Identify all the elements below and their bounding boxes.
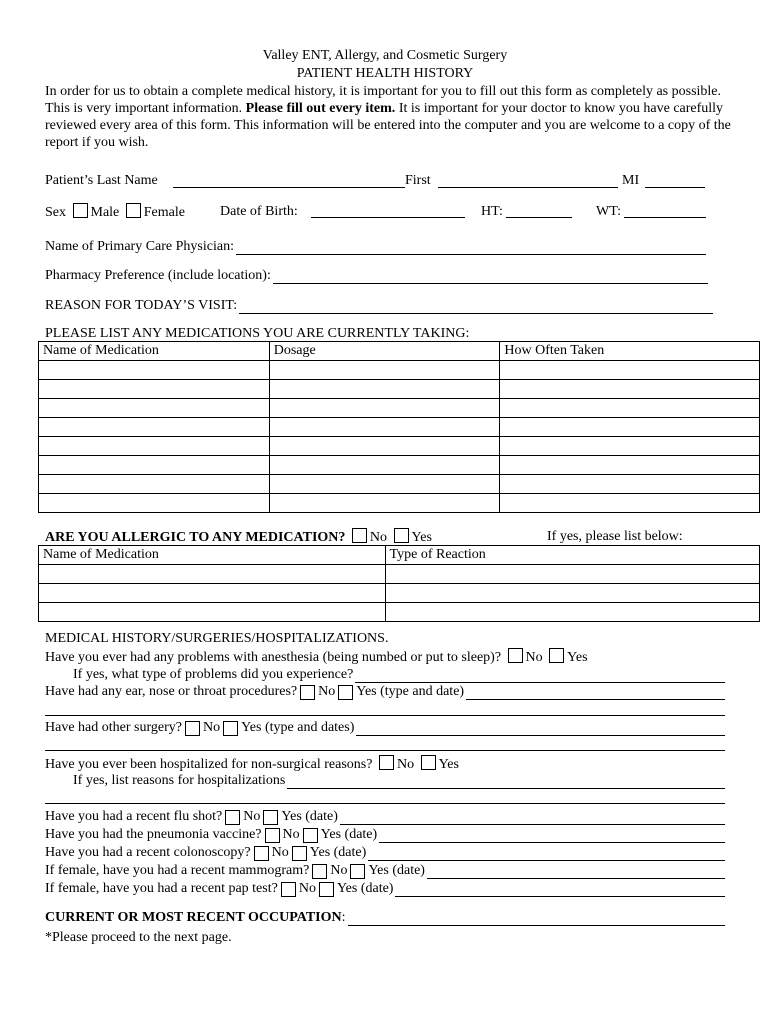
ent-details-line-2[interactable]: [45, 715, 725, 716]
pneumonia-yes-checkbox[interactable]: [303, 828, 318, 843]
ent-question: Have had any ear, nose or throat procedures?: [45, 684, 298, 699]
anesthesia-row: [45, 648, 588, 666]
allergy-yes-label: Yes: [411, 530, 432, 545]
table-row[interactable]: [39, 437, 760, 456]
allergy-row: [45, 528, 432, 546]
height-field[interactable]: [506, 217, 572, 218]
flu-yes-label: Yes (date): [281, 809, 338, 824]
col-reaction-type: Type of Reaction: [385, 546, 759, 565]
occupation-colon: :: [341, 910, 346, 925]
pap-no-label: No: [298, 881, 316, 896]
surgery-details-field[interactable]: [356, 722, 725, 736]
col-medication-name: Name of Medication: [39, 342, 270, 361]
pap-date-field[interactable]: [395, 883, 725, 897]
table-header-row: [39, 546, 760, 565]
hospitalized-no-checkbox[interactable]: [379, 755, 394, 770]
hospitalized-row: [45, 755, 459, 773]
mi-field[interactable]: [645, 187, 705, 188]
table-row[interactable]: [39, 603, 760, 622]
ent-no-checkbox[interactable]: [300, 685, 315, 700]
surgery-no-checkbox[interactable]: [185, 721, 200, 736]
allergy-no-checkbox[interactable]: [352, 528, 367, 543]
flu-question: Have you had a recent flu shot?: [45, 809, 223, 824]
next-page-note: *Please proceed to the next page.: [45, 930, 232, 945]
allergy-no-label: No: [369, 530, 388, 545]
mammogram-no-checkbox[interactable]: [312, 864, 327, 879]
hospitalization-reasons-field[interactable]: [287, 775, 725, 789]
flu-row: [45, 808, 725, 825]
occupation-field[interactable]: [348, 912, 725, 926]
form-title: PATIENT HEALTH HISTORY: [296, 66, 474, 81]
hospitalized-yes-checkbox[interactable]: [421, 755, 436, 770]
colonoscopy-yes-checkbox[interactable]: [292, 846, 307, 861]
flu-yes-checkbox[interactable]: [263, 810, 278, 825]
pneumonia-row: [45, 826, 725, 843]
surgery-details-line-2[interactable]: [45, 750, 725, 751]
table-row[interactable]: [39, 475, 760, 494]
pcp-field[interactable]: [236, 241, 706, 255]
surgery-yes-label: Yes (type and dates): [241, 720, 355, 735]
anesthesia-question: Have you ever had any problems with anesthesia (being numbed or put to sleep)?: [45, 650, 502, 665]
allergy-question: ARE YOU ALLERGIC TO ANY MEDICATION?: [45, 530, 346, 545]
table-row[interactable]: [39, 361, 760, 380]
hospitalization-reasons-row: [73, 772, 725, 789]
table-row[interactable]: [39, 380, 760, 399]
col-how-often: How Often Taken: [500, 342, 760, 361]
ent-yes-checkbox[interactable]: [338, 685, 353, 700]
hospitalized-question: Have you ever been hospitalized for non-surgical reasons?: [45, 757, 373, 772]
table-row[interactable]: [39, 494, 760, 513]
pap-no-checkbox[interactable]: [281, 882, 296, 897]
pcp-label: Name of Primary Care Physician:: [45, 239, 234, 254]
pap-question: If female, have you had a recent pap test?: [45, 881, 278, 896]
ent-no-label: No: [318, 684, 336, 699]
flu-no-label: No: [243, 809, 261, 824]
ent-yes-label: Yes (type and date): [356, 684, 465, 699]
intro-text-a: In order for us to obtain a complete medical history, it is important for you to fill out this form as completely as possible. This is very important information.: [45, 84, 722, 116]
ent-details-field[interactable]: [466, 686, 725, 700]
mammogram-no-label: No: [330, 863, 348, 878]
colonoscopy-yes-label: Yes (date): [309, 845, 367, 860]
pharmacy-label: Pharmacy Preference (include location):: [45, 268, 271, 283]
occupation-label: CURRENT OR MOST RECENT OCCUPATION: [45, 910, 342, 925]
female-label: Female: [143, 205, 185, 220]
pneumonia-date-field[interactable]: [379, 829, 725, 843]
weight-field[interactable]: [624, 217, 706, 218]
female-checkbox[interactable]: [126, 203, 141, 218]
reason-label: REASON FOR TODAY’S VISIT:: [45, 298, 238, 313]
ent-row: [45, 683, 725, 700]
anesthesia-followup-field[interactable]: [355, 669, 725, 683]
colonoscopy-row: [45, 844, 725, 861]
male-label: Male: [90, 205, 120, 220]
last-name-field[interactable]: [173, 187, 405, 188]
hospitalization-reasons-line-2[interactable]: [45, 803, 725, 804]
mammogram-yes-checkbox[interactable]: [350, 864, 365, 879]
pneumonia-no-checkbox[interactable]: [265, 828, 280, 843]
pneumonia-yes-label: Yes (date): [320, 827, 378, 842]
table-header-row: [39, 342, 760, 361]
reason-row: [45, 297, 713, 314]
anesthesia-followup-label: If yes, what type of problems did you experience?: [73, 667, 354, 682]
surgery-no-label: No: [202, 720, 221, 735]
weight-label: WT:: [596, 204, 621, 219]
sex-row: [45, 203, 185, 221]
anesthesia-no-label: No: [525, 650, 543, 665]
mammogram-row: [45, 862, 725, 879]
col-dosage: Dosage: [269, 342, 500, 361]
allergy-table: [38, 545, 760, 622]
intro-paragraph: [45, 83, 735, 151]
colonoscopy-no-label: No: [271, 845, 289, 860]
reason-field[interactable]: [239, 300, 713, 314]
intro-text-bold: Please fill out every item.: [245, 101, 396, 116]
anesthesia-followup-row: [73, 666, 725, 683]
table-row[interactable]: [39, 399, 760, 418]
surgery-question: Have had other surgery?: [45, 720, 182, 735]
allergy-yes-checkbox[interactable]: [394, 528, 409, 543]
col-allergy-medication: Name of Medication: [39, 546, 386, 565]
mi-label: MI: [622, 173, 640, 188]
pcp-row: [45, 238, 706, 255]
pap-yes-label: Yes (date): [336, 881, 394, 896]
pharmacy-field[interactable]: [273, 270, 708, 284]
table-row[interactable]: [39, 584, 760, 603]
table-row[interactable]: [39, 565, 760, 584]
occupation-row: [45, 909, 725, 926]
medications-heading: PLEASE LIST ANY MEDICATIONS YOU ARE CURRENTLY TAKING:: [45, 326, 470, 341]
sex-label: Sex: [45, 205, 66, 220]
dob-label: Date of Birth:: [220, 204, 298, 219]
clinic-name: Valley ENT, Allergy, and Cosmetic Surgery: [262, 48, 508, 63]
colonoscopy-question: Have you had a recent colonoscopy?: [45, 845, 251, 860]
pap-row: [45, 880, 725, 897]
table-row[interactable]: [39, 418, 760, 437]
medications-table: [38, 341, 760, 513]
last-name-label: Patient’s Last Name: [45, 173, 158, 188]
pap-yes-checkbox[interactable]: [319, 882, 334, 897]
flu-no-checkbox[interactable]: [225, 810, 240, 825]
anesthesia-yes-label: Yes: [567, 650, 588, 665]
hospitalization-reasons-label: If yes, list reasons for hospitalizations: [73, 773, 286, 788]
allergy-list-prompt: If yes, please list below:: [547, 529, 683, 544]
colonoscopy-no-checkbox[interactable]: [254, 846, 269, 861]
flu-date-field[interactable]: [340, 811, 725, 825]
male-checkbox[interactable]: [73, 203, 88, 218]
colonoscopy-date-field[interactable]: [368, 847, 725, 861]
anesthesia-yes-checkbox[interactable]: [549, 648, 564, 663]
height-label: HT:: [481, 204, 503, 219]
mammogram-date-field[interactable]: [427, 865, 725, 879]
dob-field[interactable]: [311, 217, 465, 218]
intro-text-b: It is important for your doctor to know you have carefully reviewed every area of this form. This information will be entered into the computer and you are welcome to a copy of the report if you wish.: [45, 101, 731, 150]
first-name-field[interactable]: [438, 187, 618, 188]
surgery-row: [45, 719, 725, 736]
surgery-yes-checkbox[interactable]: [223, 721, 238, 736]
pneumonia-no-label: No: [282, 827, 300, 842]
pharmacy-row: [45, 267, 708, 284]
pneumonia-question: Have you had the pneumonia vaccine?: [45, 827, 262, 842]
hospitalized-yes-label: Yes: [438, 757, 459, 772]
mammogram-yes-label: Yes (date): [368, 863, 425, 878]
anesthesia-no-checkbox[interactable]: [508, 648, 523, 663]
hospitalized-no-label: No: [396, 757, 415, 772]
first-name-label: First: [405, 173, 431, 188]
table-row[interactable]: [39, 456, 760, 475]
history-heading: MEDICAL HISTORY/SURGERIES/HOSPITALIZATIONS.: [45, 631, 389, 646]
mammogram-question: If female, have you had a recent mammogram?: [45, 863, 310, 878]
